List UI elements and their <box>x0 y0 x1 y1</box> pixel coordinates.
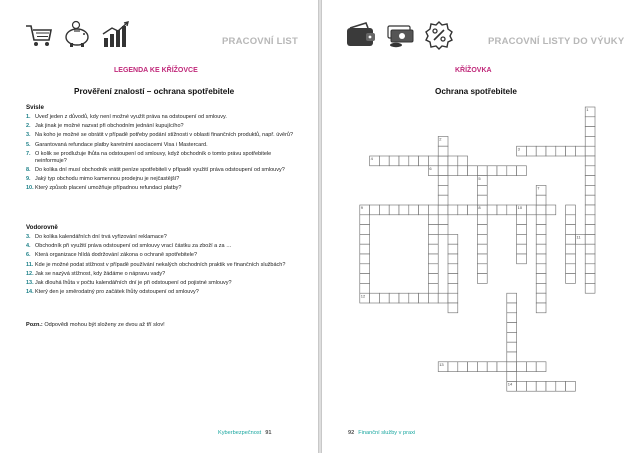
crossword-cell[interactable] <box>517 381 527 391</box>
left-icon-row <box>24 20 132 50</box>
crossword-cell[interactable] <box>360 264 370 274</box>
clue-number: 8 <box>478 205 481 211</box>
crossword-cell[interactable] <box>507 205 517 215</box>
crossword-cell[interactable] <box>477 166 487 176</box>
crossword-cell[interactable] <box>419 205 429 215</box>
crossword-cell[interactable] <box>399 156 409 166</box>
crossword-cell[interactable] <box>428 225 438 235</box>
crossword-cell[interactable] <box>507 303 517 313</box>
crossword-cell[interactable] <box>419 293 429 303</box>
crossword-cell[interactable] <box>566 225 576 235</box>
crossword-cell[interactable] <box>536 264 546 274</box>
crossword-cell[interactable] <box>438 215 448 225</box>
crossword-cell[interactable] <box>399 205 409 215</box>
crossword-cell[interactable] <box>487 362 497 372</box>
clue-item: 11. Kde je možné podat stížnost v případě používání nekalých obchodních praktik ve finančních službách? <box>26 261 286 268</box>
crossword-cell[interactable] <box>507 342 517 352</box>
crossword-cell[interactable] <box>370 293 380 303</box>
clue-item: 12. Jak se nazývá stížnost, kdy žádáme o nápravu vady? <box>26 270 166 277</box>
crossword-cell[interactable] <box>379 293 389 303</box>
crossword-cell[interactable] <box>536 362 546 372</box>
crossword-cell[interactable] <box>438 166 448 176</box>
clue-number: 9 <box>360 205 364 211</box>
crossword-cell[interactable] <box>585 254 595 264</box>
crossword-cell[interactable] <box>517 234 527 244</box>
crossword-cell[interactable] <box>468 205 478 215</box>
crossword-cell[interactable] <box>536 234 546 244</box>
crossword-cell[interactable] <box>399 293 409 303</box>
crossword-cell[interactable] <box>556 381 566 391</box>
crossword-cell[interactable] <box>448 362 458 372</box>
crossword-cell[interactable] <box>428 234 438 244</box>
crossword-cell[interactable] <box>438 205 448 215</box>
crossword-cell[interactable] <box>546 381 556 391</box>
crossword-cell[interactable] <box>360 254 370 264</box>
down-heading: Svisle <box>26 104 44 111</box>
crossword-cell[interactable] <box>566 244 576 254</box>
clue-number: 13 <box>439 362 444 367</box>
crossword-cell[interactable] <box>448 205 458 215</box>
crossword-cell[interactable] <box>428 293 438 303</box>
piggy-bank-icon <box>60 20 94 50</box>
crossword-cell[interactable] <box>536 303 546 313</box>
crossword-cell[interactable] <box>419 156 429 166</box>
crossword-cell[interactable] <box>507 323 517 333</box>
crossword-cell[interactable] <box>507 313 517 323</box>
clue-number: 12 <box>360 293 366 299</box>
crossword-cell[interactable] <box>585 185 595 195</box>
crossword-cell[interactable] <box>458 205 468 215</box>
clue-item: 3. Do kolika kalendářních dní trvá vyřizování reklamace? <box>26 234 167 240</box>
crossword-cell[interactable] <box>517 244 527 254</box>
clue-item: 7. O kolik se prodlužuje lhůta na odstoupení od smlouvy, když obchodník o tomto právu spotřebitele neinformuje? <box>26 150 272 164</box>
crossword-title: Ochrana spotřebitele <box>435 87 517 96</box>
crossword-cell[interactable] <box>428 254 438 264</box>
crossword-cell[interactable] <box>477 215 487 225</box>
crossword-cell[interactable] <box>360 244 370 254</box>
crossword-cell[interactable] <box>536 146 546 156</box>
crossword-cell[interactable] <box>566 274 576 284</box>
crossword-cell[interactable] <box>477 234 487 244</box>
crossword-cell[interactable] <box>448 166 458 176</box>
crossword-cell[interactable] <box>438 293 448 303</box>
crossword-cell[interactable] <box>438 195 448 205</box>
crossword-cell[interactable] <box>536 274 546 284</box>
crossword-cell[interactable] <box>585 156 595 166</box>
crossword-cell[interactable] <box>389 156 399 166</box>
crossword-cell[interactable] <box>428 274 438 284</box>
page-header: PRACOVNÍ LIST <box>222 36 298 47</box>
shopping-cart-icon <box>24 20 54 50</box>
crossword-cell[interactable] <box>448 283 458 293</box>
crossword-cell[interactable] <box>360 234 370 244</box>
clue-item: 2. Jak jinak je možné nazvat při obchodním jednání kupujícího? <box>26 123 184 130</box>
crossword-cell[interactable] <box>360 225 370 235</box>
crossword-cell[interactable] <box>379 205 389 215</box>
crossword-cell[interactable] <box>448 156 458 166</box>
crossword-cell[interactable] <box>428 244 438 254</box>
crossword-cell[interactable] <box>389 205 399 215</box>
crossword-cell[interactable] <box>507 332 517 342</box>
crossword-cell[interactable] <box>448 293 458 303</box>
crossword-subheader: KŘÍŽOVKA <box>455 67 492 74</box>
crossword-cell[interactable] <box>389 293 399 303</box>
crossword-cell[interactable] <box>428 264 438 274</box>
crossword-cell[interactable] <box>438 185 448 195</box>
crossword-cell[interactable] <box>585 274 595 284</box>
clue-item: 4. Obchodník při využití práva odstoupení od smlouvy vrací částku za zboží a za … <box>26 243 232 250</box>
crossword-cell[interactable] <box>585 264 595 274</box>
crossword-cell[interactable] <box>360 274 370 284</box>
crossword-cell[interactable] <box>536 381 546 391</box>
crossword-cell[interactable] <box>536 283 546 293</box>
crossword-cell[interactable] <box>585 176 595 186</box>
crossword-cell[interactable] <box>438 156 448 166</box>
crossword-cell[interactable] <box>428 215 438 225</box>
down-clue-list <box>26 114 298 194</box>
crossword-cell[interactable] <box>585 146 595 156</box>
crossword-cell[interactable] <box>448 303 458 313</box>
right-footer: 92 Finanční služby v praxi <box>348 430 416 436</box>
crossword-cell[interactable] <box>546 205 556 215</box>
clue-number: 6 <box>429 166 432 171</box>
crossword-cell[interactable] <box>487 205 497 215</box>
crossword-cell[interactable] <box>448 234 458 244</box>
clue-item: 13. Jak dlouhá lhůta v počtu kalendářních dní je při odstoupení od pojistné smlouvy? <box>26 279 232 286</box>
clue-number: 2 <box>439 136 442 142</box>
left-footer: Kyberbezpečnost 91 <box>218 430 272 436</box>
crossword-cell[interactable] <box>360 215 370 225</box>
crossword-cell[interactable] <box>585 244 595 254</box>
clue-number: 3 <box>517 146 520 152</box>
crossword-cell[interactable] <box>526 362 536 372</box>
crossword-cell[interactable] <box>477 244 487 254</box>
crossword-cell[interactable] <box>507 166 517 176</box>
clue-number: 7 <box>537 185 540 191</box>
crossword-cell[interactable] <box>487 166 497 176</box>
page-header: PRACOVNÍ LISTY DO VÝUKY <box>488 36 625 47</box>
crossword-cell[interactable] <box>585 195 595 205</box>
crossword-cell[interactable] <box>566 381 576 391</box>
across-clue-list <box>26 234 298 298</box>
crossword-cell[interactable] <box>448 254 458 264</box>
crossword-cell[interactable] <box>585 234 595 244</box>
crossword-cell[interactable] <box>428 205 438 215</box>
crossword-cell[interactable] <box>585 215 595 225</box>
across-heading: Vodorovně <box>26 224 58 231</box>
crossword-cell[interactable] <box>458 156 468 166</box>
crossword-cell[interactable] <box>585 117 595 127</box>
crossword-cell[interactable] <box>448 264 458 274</box>
crossword-cell[interactable] <box>566 254 576 264</box>
crossword-cell[interactable] <box>438 176 448 186</box>
clue-number: 5 <box>478 175 481 181</box>
crossword-cell[interactable] <box>536 254 546 264</box>
crossword-cell[interactable] <box>409 205 419 215</box>
crossword-cell[interactable] <box>438 225 448 235</box>
crossword-cell[interactable] <box>497 166 507 176</box>
clue-item: 5. Garantovaná refundace platby karetními asociacemi Visa i Mastercard. <box>26 141 208 148</box>
crossword-cell[interactable] <box>526 205 536 215</box>
clue-item: 14. Který den je směrodatný pro začátek lhůty odstoupení od smlouvy? <box>26 289 199 296</box>
crossword-cell[interactable] <box>566 215 576 225</box>
crossword-cell[interactable] <box>566 264 576 274</box>
crossword-cell[interactable] <box>566 205 576 215</box>
left-page <box>0 0 318 453</box>
crossword-cell[interactable] <box>585 225 595 235</box>
crossword-cell[interactable] <box>458 166 468 176</box>
crossword-cell[interactable] <box>468 166 478 176</box>
growth-chart-icon <box>100 20 132 50</box>
crossword-cell[interactable] <box>448 274 458 284</box>
crossword-cell[interactable] <box>497 362 507 372</box>
clue-item: 10. Který způsob placení umožňuje případnou refundaci platby? <box>26 185 182 192</box>
crossword-cell[interactable] <box>370 205 380 215</box>
crossword-cell[interactable] <box>585 166 595 176</box>
crossword-cell[interactable] <box>507 293 517 303</box>
clue-item: 8. Do kolika dní musí obchodník vrátit peníze spotřebiteli v případě využití práva odstoupení od smlouvy? <box>26 166 285 173</box>
crossword-cell[interactable] <box>477 274 487 284</box>
crossword-cell[interactable] <box>526 381 536 391</box>
clue-number: 1 <box>586 107 589 113</box>
clue-number: 4 <box>370 156 373 162</box>
crossword-cell[interactable] <box>566 146 576 156</box>
crossword-cell[interactable] <box>379 156 389 166</box>
crossword-cell[interactable] <box>536 205 546 215</box>
crossword-cell[interactable] <box>477 185 487 195</box>
crossword-cell[interactable] <box>536 225 546 235</box>
crossword-cell[interactable] <box>507 362 517 372</box>
crossword-cell[interactable] <box>556 146 566 156</box>
crossword-cell[interactable] <box>477 254 487 264</box>
clue-item: 3. Na koho je možné se obrátit v případě potřeby podání stížnosti v oblasti finančních produktů, např. úvěrů? <box>26 132 294 139</box>
crossword-cell[interactable] <box>477 264 487 274</box>
crossword-cell[interactable] <box>458 362 468 372</box>
crossword-cell[interactable] <box>526 146 536 156</box>
clue-item: 1. Uveď jeden z důvodů, kdy není možné využít práva na odstoupení od smlouvy. <box>26 114 227 120</box>
crossword-cell[interactable] <box>497 205 507 215</box>
crossword-cell[interactable] <box>409 293 419 303</box>
crossword-cell[interactable] <box>477 362 487 372</box>
crossword-cell[interactable] <box>517 215 527 225</box>
crossword-cell[interactable] <box>517 225 527 235</box>
crossword-cell[interactable] <box>409 156 419 166</box>
crossword-cell[interactable] <box>536 244 546 254</box>
crossword-cell[interactable] <box>546 146 556 156</box>
clue-item: 6. Která organizace hlídá dodržování zákona o ochraně spotřebitele? <box>26 252 198 259</box>
crossword-cell[interactable] <box>585 127 595 137</box>
crossword-cell[interactable] <box>517 254 527 264</box>
page-title: Prověření znalostí – ochrana spotřebitele <box>74 87 235 96</box>
crossword-cell[interactable] <box>507 372 517 382</box>
crossword-cell[interactable] <box>585 205 595 215</box>
right-page <box>322 0 640 453</box>
clue-number: 14 <box>507 381 513 387</box>
crossword-cell[interactable] <box>468 362 478 372</box>
crossword-cell[interactable] <box>536 293 546 303</box>
clue-number: 11 <box>576 234 581 240</box>
crossword-cell[interactable] <box>360 283 370 293</box>
crossword-cell[interactable] <box>507 352 517 362</box>
crossword-cell[interactable] <box>566 234 576 244</box>
crossword-cell[interactable] <box>448 244 458 254</box>
crossword-cell[interactable] <box>585 136 595 146</box>
crossword-cell[interactable] <box>536 215 546 225</box>
crossword-cell[interactable] <box>517 166 527 176</box>
crossword-cell[interactable] <box>428 283 438 293</box>
clue-item: 9. Jaký typ obchodu mimo kamennou prodejnu je nejčastější? <box>26 175 180 182</box>
crossword-cell[interactable] <box>428 156 438 166</box>
legend-subheader: LEGENDA KE KŘÍŽOVCE <box>114 67 198 74</box>
clue-number: 10 <box>517 205 523 211</box>
crossword-grid <box>322 0 640 453</box>
crossword-cell[interactable] <box>477 225 487 235</box>
crossword-cell[interactable] <box>536 195 546 205</box>
crossword-cell[interactable] <box>517 362 527 372</box>
crossword-cell[interactable] <box>438 146 448 156</box>
crossword-cell[interactable] <box>585 283 595 293</box>
crossword-cell[interactable] <box>575 146 585 156</box>
crossword-cell[interactable] <box>477 195 487 205</box>
answer-note: Pozn.: Odpovědi mohou být složeny ze dvou až tří slov! <box>26 322 165 328</box>
